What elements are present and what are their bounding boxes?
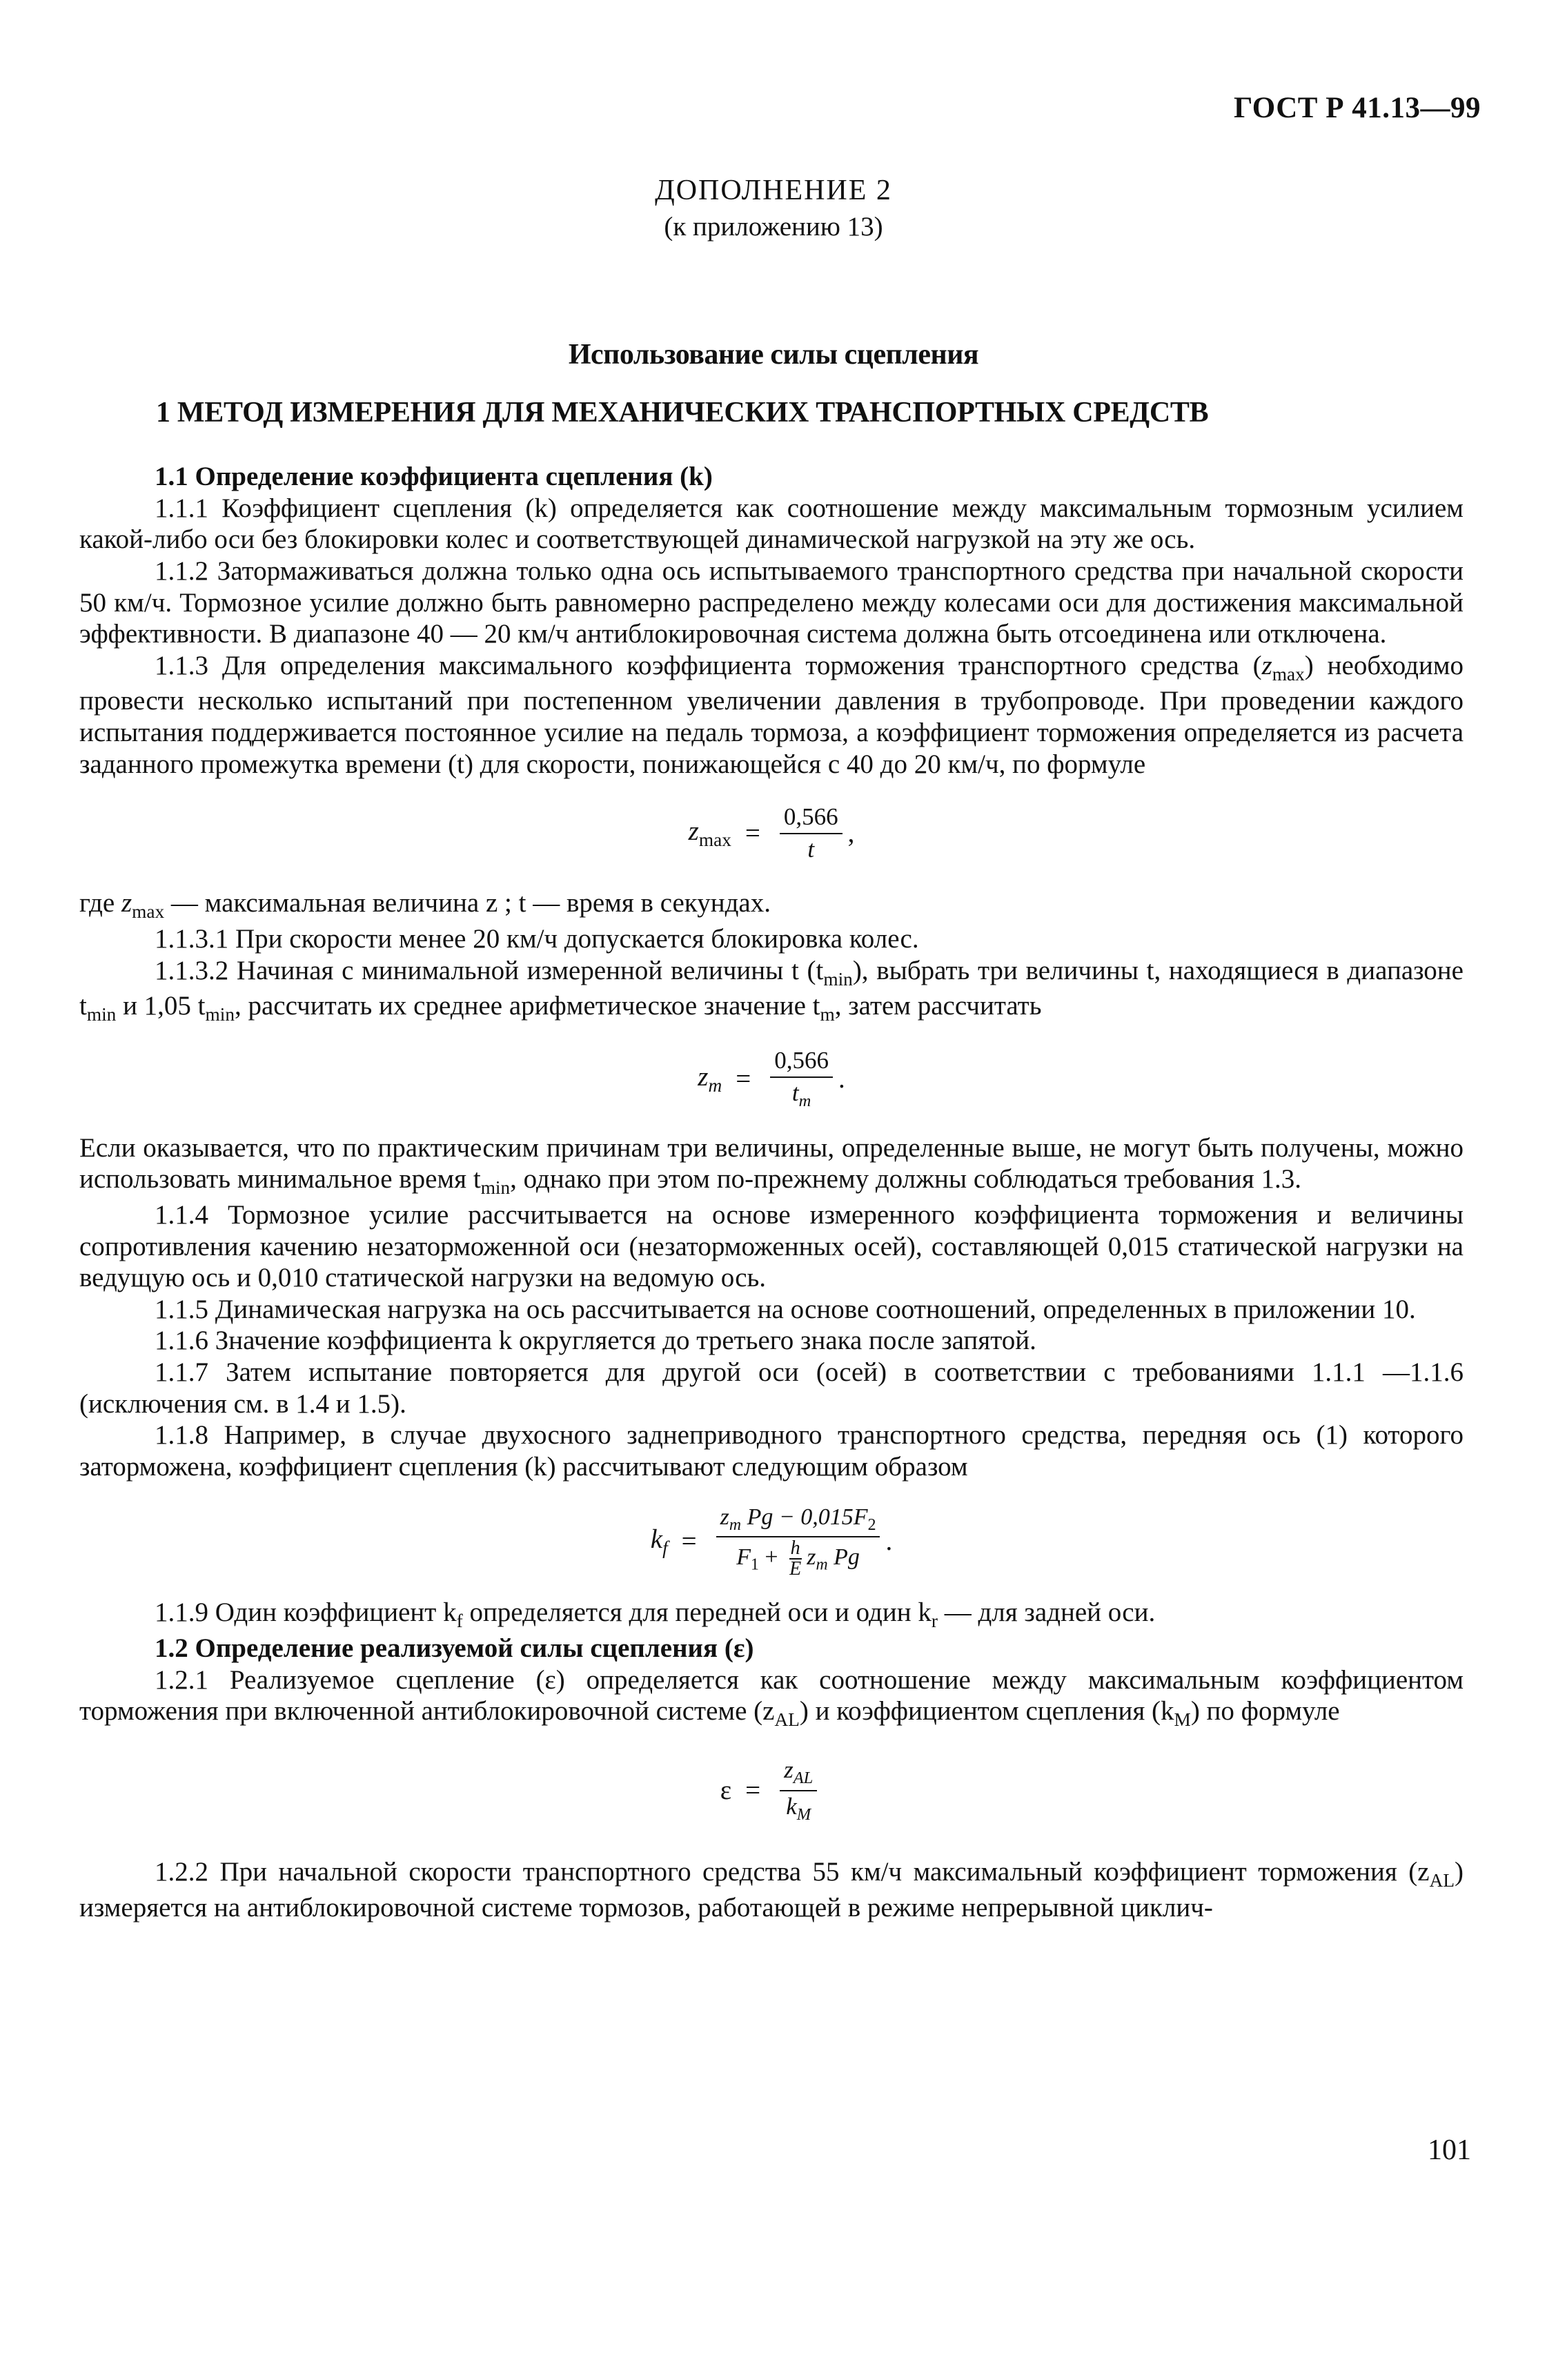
paragraph-1-1-4: 1.1.4 Тормозное усилие рассчитывается на основе измеренного коэффициента торможения и величины сопротивления качению незаторможенной оси (незаторможенных осей), составляющей 0,015 статической нагрузки на ведущую ось и 0,010 статической нагрузки на ведомую ось. <box>79 1199 1464 1293</box>
heading-1-2: 1.2 Определение реализуемой силы сцепления (ε) <box>155 1633 754 1663</box>
paragraph-1-1-1: 1.1.1 Коэффициент сцепления (k) определяется как соотношение между максимальным тормозным усилием какой-либо оси без блокировки колес и соответствующей динамической нагрузкой на эту же ось. <box>79 493 1464 555</box>
paragraph-1-1-3-2: 1.1.3.2 Начиная с минимальной измеренной величины t $(t_{min})$, выбрать три величины t, находящиеся в диапазоне $t_{min}$ и 1,05 $t_{min}$, рассчитать их среднее арифметическое значение $t_m$, затем рассчитать <box>79 955 1464 1025</box>
main-title: Использование силы сцепления <box>568 339 979 371</box>
formula-zmax-lhs: $z_{max}$ <box>688 816 731 851</box>
paragraph-1-2-2: 1.2.2 При начальной скорости транспортного средства 55 км/ч максимальный коэффициент торможения $(z_{AL})$ измеряется на антиблокировочной системе тормозов, работающей в режиме непрерывной циклич- <box>79 1857 1464 1922</box>
paragraph-1-1-3: 1.1.3 Для определения максимального коэффициента торможения транспортного средства $(z_{max})$ необходимо провести несколько испытаний при постепенном увеличении давления в трубопроводе. При проведении каждого испытания поддерживается постоянное усилие на педаль тормоза, а коэффициент торможения определяется из расчета заданного промежутка времени (t) для скорости, понижающейся с 40 до 20 км/ч, по формуле <box>79 650 1464 779</box>
paragraph-1-1-7: 1.1.7 Затем испытание повторяется для другой оси (осей) в соответствии с требованиями 1.1.1 —1.1.6 (исключения см. в 1.4 и 1.5). <box>79 1357 1464 1419</box>
formula-zm-fraction: $\frac{0,566}{t_m}$ <box>770 1047 833 1112</box>
section-1-heading: 1 МЕТОД ИЗМЕРЕНИЯ ДЛЯ МЕХАНИЧЕСКИХ ТРАНСПОРТНЫХ СРЕДСТВ <box>156 397 1209 429</box>
paragraph-if-not-obtained: Если оказывается, что по практическим причинам три величины, определенные выше, не могут быть получены, можно использовать минимальное время $t_{min}$, однако при этом по-прежнему должны соблюдаться требования 1.3. <box>79 1132 1464 1199</box>
paragraph-1-1-8: 1.1.8 Например, в случае двухосного заднеприводного транспортного средства, передняя ось (1) которого заторможена, коэффициент сцепления (k) рассчитывают следующим образом <box>79 1420 1464 1482</box>
formula-zm: $z_m$ = $\frac{0,566}{t_m}$ . <box>698 1047 845 1110</box>
formula-kf: $k_f$ = $z_m$ $Pg - 0,015F_2$ $F_1$ + $\frac{h}{E}$ $z_m$ Pg . <box>650 1504 893 1580</box>
paragraph-1-2-1: 1.2.1 Реализуемое сцепление (ε) определяется как соотношение между максимальным коэффициентом торможения при включенной антиблокировочной системе $(z_{AL})$ и коэффициентом сцепления $(k_M)$ по формуле <box>79 1664 1464 1730</box>
formula-zmax-fraction: $\frac{0,566}{t}$ <box>780 803 843 864</box>
supplement-subtitle: (к приложению 13) <box>664 212 883 242</box>
where-zmax: где $z_{max}$ — максимальная величина z ; t — время в секундах. <box>79 888 771 923</box>
heading-1-1: 1.1 Определение коэффициента сцепления (k) <box>155 462 713 491</box>
formula-zm-lhs: $z_m$ <box>698 1061 722 1096</box>
formula-epsilon-fraction: $\frac{z_{AL}}{k_M}$ <box>780 1756 817 1825</box>
paragraph-1-1-2: 1.1.2 Затормаживаться должна только одна ось испытываемого транспортного средства при начальной скорости 50 км/ч. Тормозное усилие должно быть равномерно распределено между колесами оси для достижения максимальной эффективности. В диапазоне 40 — 20 км/ч антиблокировочная система должна быть отсоединена или отключена. <box>79 555 1464 649</box>
formula-epsilon: ε = $\frac{z_{AL}}{k_M}$ <box>79 1756 1464 1825</box>
page-number: 101 <box>1428 2134 1471 2166</box>
formula-kf-fraction: $z_m$ $Pg - 0,015F_2$ $F_1$ + $\frac{h}{E}$ $z_m$ Pg <box>716 1504 880 1580</box>
formula-kf-h-over-e: $\frac{h}{E}$ <box>789 1537 802 1580</box>
paragraph-1-1-3-1: 1.1.3.1 При скорости менее 20 км/ч допускается блокировка колес. <box>155 923 919 954</box>
formula-zmax: $z_{max}$ = $\frac{0,566}{t}$ , <box>688 803 855 863</box>
formula-kf-lhs: $k_f$ <box>650 1524 668 1558</box>
paragraph-1-1-5: 1.1.5 Динамическая нагрузка на ось рассчитывается на основе соотношений, определенных в приложении 10. <box>155 1294 1416 1324</box>
supplement-title: ДОПОЛНЕНИЕ 2 <box>655 175 892 206</box>
paragraph-1-1-6: 1.1.6 Значение коэффициента k округляется до третьего знака после запятой. <box>155 1326 1036 1356</box>
paragraph-1-1-9: 1.1.9 Один коэффициент $k_f$ определяется для передней оси и один $k_r$ — для задней оси. <box>155 1597 1156 1631</box>
standard-number: ГОСТ Р 41.13—99 <box>1233 92 1481 124</box>
document-body <box>79 461 1464 1924</box>
